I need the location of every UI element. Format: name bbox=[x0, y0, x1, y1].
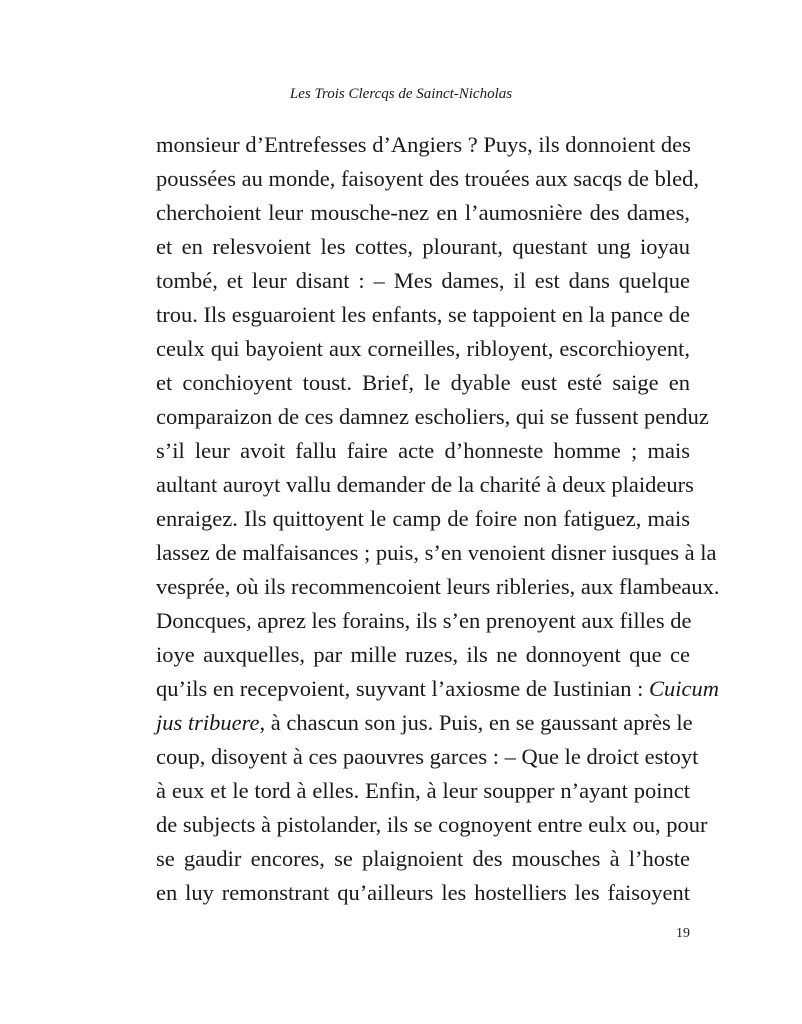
text-line: lassez de malfaisances ; puis, s’en venoient disner iusques à la bbox=[156, 540, 717, 565]
text-line: cherchoient leur mousche-nez en l’aumosnière des dames, bbox=[156, 200, 690, 225]
text-line: vesprée, où ils recommencoient leurs ribleries, aux flambeaux. bbox=[156, 574, 720, 599]
text-line: et en relesvoient les cottes, plourant, questant ung ioyau bbox=[156, 234, 690, 259]
page-number: 19 bbox=[676, 926, 690, 941]
latin-phrase-start: Cuicum bbox=[649, 676, 720, 701]
running-head: Les Trois Clercqs de Sainct-Nicholas bbox=[289, 86, 513, 102]
text-line: enraigez. Ils quittoyent le camp de foire non fatiguez, mais bbox=[156, 506, 690, 531]
text-line: ceulx qui bayoient aux corneilles, ribloyent, escorchioyent, bbox=[156, 336, 690, 361]
text-line: trou. Ils esguaroient les enfants, se tappoient en la pance de bbox=[156, 302, 690, 327]
text-line: Doncques, aprez les forains, ils s’en prenoyent aux filles de bbox=[156, 608, 692, 633]
text-line: monsieur d’Entrefesses d’Angiers ? Puys, ils donnoient des bbox=[156, 132, 691, 157]
latin-phrase-end: jus tribuere bbox=[156, 710, 260, 735]
text-line: comparaizon de ces damnez escholiers, qui se fussent penduz bbox=[156, 404, 709, 429]
text-line: s’il leur avoit fallu faire acte d’honneste homme ; mais bbox=[156, 438, 690, 463]
text-line: en luy remonstrant qu’ailleurs les hostelliers les faisoyent bbox=[156, 880, 690, 905]
text-line-segment: qu’ils en recepvoient, suyvant l’axiosme de Iustinian : bbox=[156, 676, 644, 701]
text-line: ioye auxquelles, par mille ruzes, ils ne donnoyent que ce bbox=[156, 642, 690, 667]
text-line-with-latin-end bbox=[156, 706, 693, 740]
text-line: aultant auroyt vallu demander de la charité à deux plaideurs bbox=[156, 472, 694, 497]
text-line: se gaudir encores, se plaignoient des mousches à l’hoste bbox=[156, 846, 690, 871]
text-line-segment: , à chascun son jus. Puis, en se gaussant après le bbox=[259, 710, 693, 735]
text-line: tombé, et leur disant : – Mes dames, il est dans quelque bbox=[156, 268, 690, 293]
text-line: poussées au monde, faisoyent des trouées aux sacqs de bled, bbox=[156, 166, 699, 191]
text-line: à eux et le tord à elles. Enfin, à leur soupper n’ayant poinct bbox=[156, 778, 690, 803]
body-text bbox=[156, 128, 720, 910]
text-line: coup, disoyent à ces paouvres garces : – Que le droict estoyt bbox=[156, 744, 699, 769]
text-line: et conchioyent toust. Brief, le dyable eust esté saige en bbox=[156, 370, 690, 395]
text-line: de subjects à pistolander, ils se cognoyent entre eulx ou, pour bbox=[156, 812, 708, 837]
text-line-with-latin bbox=[156, 672, 720, 706]
